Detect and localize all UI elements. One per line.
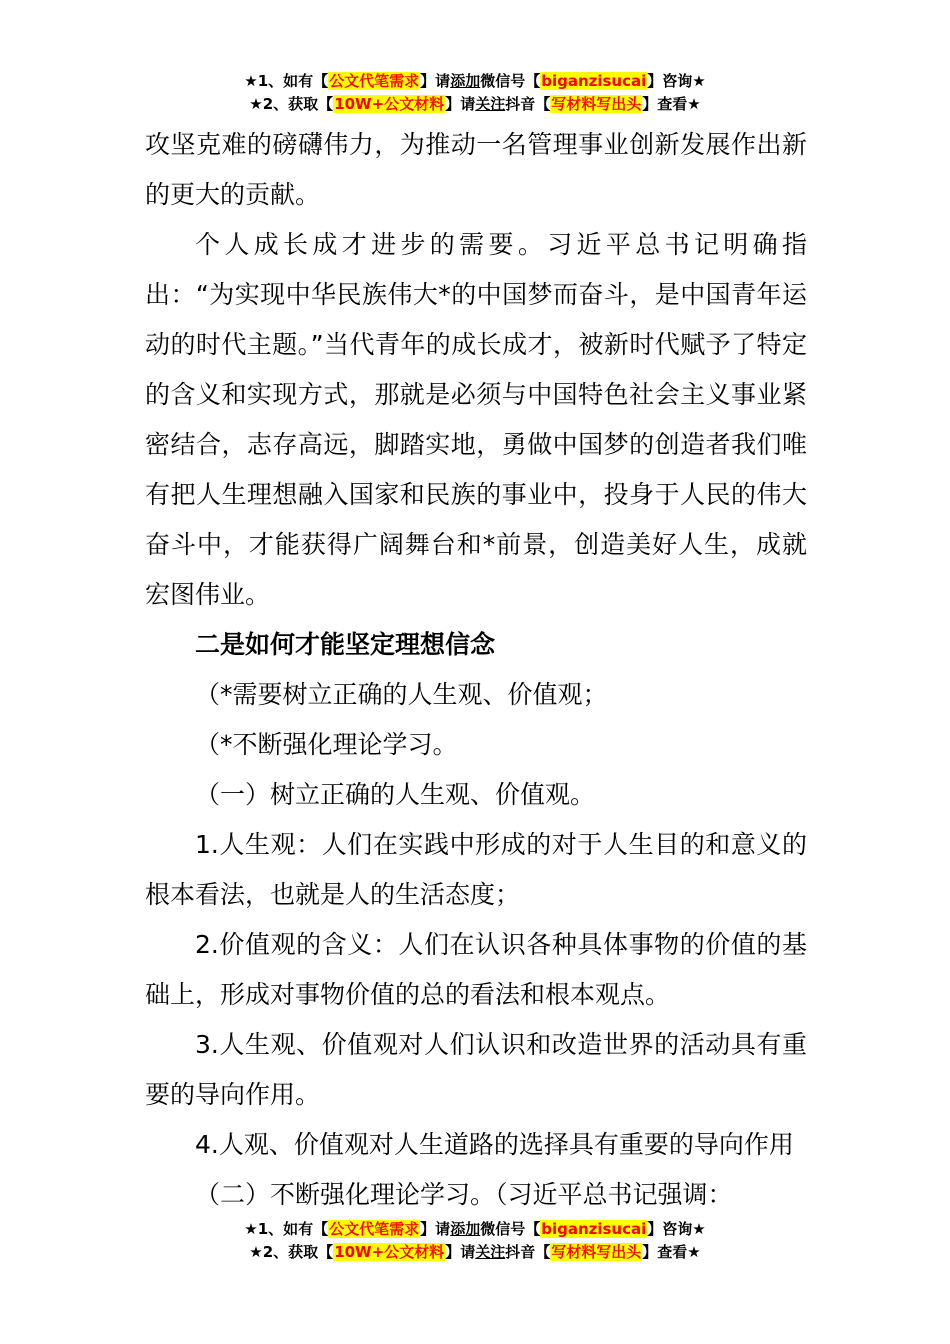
paragraph: 1.人生观：人们在实践中形成的对于人生目的和意义的根本看法，也就是人的生活态度；: [145, 830, 807, 909]
banner-highlight: 写材料写出头: [551, 95, 642, 113]
banner-line-2: ★2、获取【10W+公文材料】请关注抖音【写材料写出头】查看★: [249, 1243, 701, 1261]
paragraph: （*需要树立正确的人生观、价值观；: [195, 680, 608, 709]
banner-highlight: 10W+公文材料: [334, 1243, 445, 1261]
banner-highlight: 公文代笔需求: [329, 72, 420, 90]
paragraph: （*不断强化理论学习。: [195, 730, 458, 759]
banner-highlight: 10W+公文材料: [334, 95, 445, 113]
paragraph: 4.人观、价值观对人生道路的选择具有重要的导向作用: [195, 1130, 794, 1159]
header-banner: [0, 70, 950, 116]
banner-highlight: biganzisucai: [541, 1220, 647, 1238]
footer-banner: [0, 1218, 950, 1264]
document-body: [145, 120, 807, 1220]
paragraph: （二）不断强化理论学习。（习近平总书记强调：: [195, 1180, 733, 1209]
paragraph: 3.人生观、价值观对人们认识和改造世界的活动具有重要的导向作用。: [145, 1030, 807, 1109]
banner-highlight: 写材料写出头: [551, 1243, 642, 1261]
paragraph: 2.价值观的含义：人们在认识各种具体事物的价值的基础上，形成对事物价值的总的看法和根本观点。: [145, 930, 807, 1009]
section-heading: 二是如何才能坚定理想信念: [195, 630, 496, 659]
banner-highlight: 公文代笔需求: [329, 1220, 420, 1238]
paragraph: （一）树立正确的人生观、价值观。: [195, 780, 596, 809]
paragraph: 个人成长成才进步的需要。习近平总书记明确指出：“为实现中华民族伟大*的中国梦而奋斗，是中国青年运动的时代主题。”当代青年的成长成才，被新时代赋予了特定的含义和实现方式，那就是必须与中国特色社会主义事业紧密结合，志存高远，脚踏实地，勇做中国梦的创造者我们唯有把人生理想融入国家和民族的事业中，投身于人民的伟大奋斗中，才能获得广阔舞台和*前景，创造美好人生，成就宏图伟业。: [145, 230, 807, 609]
banner-line-1: ★1、如有【公文代笔需求】请添加微信号【biganzisucai】咨询★: [244, 72, 706, 90]
banner-line-2: ★2、获取【10W+公文材料】请关注抖音【写材料写出头】查看★: [249, 95, 701, 113]
banner-line-1: ★1、如有【公文代笔需求】请添加微信号【biganzisucai】咨询★: [244, 1220, 706, 1238]
paragraph: 攻坚克难的磅礴伟力，为推动一名管理事业创新发展作出新的更大的贡献。: [145, 130, 807, 209]
banner-highlight: biganzisucai: [541, 72, 647, 90]
